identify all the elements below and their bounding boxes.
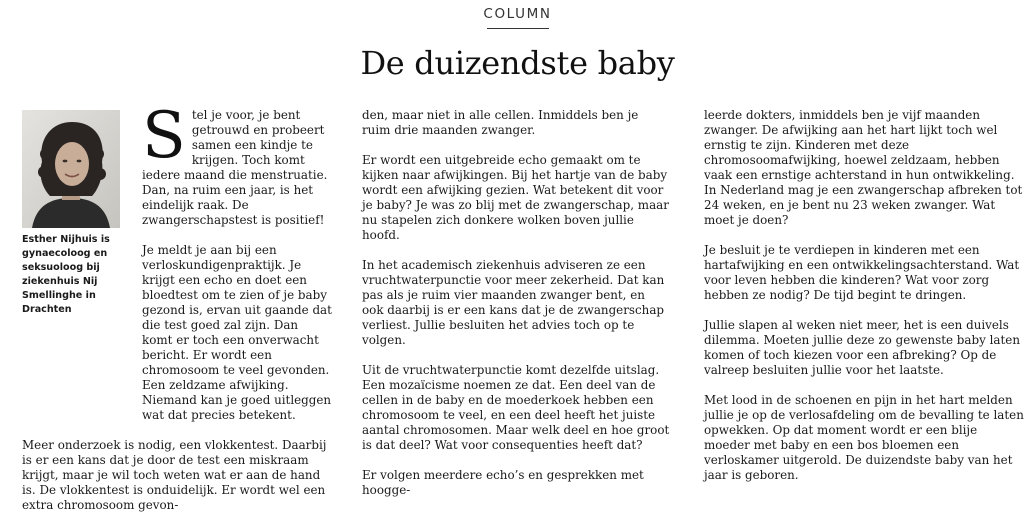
article-paragraph: Er wordt een uitgebreide echo gemaakt om te kijken naar afwijkingen. Bij het hartje van de baby wordt een afwijking gezien. Wat betekent dit voor je baby? Je was zo blij met de zwangerschap, maar nu stapelen zich donkere wolken boven jullie hoofd. <box>362 153 669 242</box>
article-paragraph: Jullie slapen al weken niet meer, het is een duivels dilemma. Moeten jullie deze zo gewenste baby laten komen of toch kiezen voor een afbreking? Op de valreep besluiten jullie voor het laatste. <box>704 318 1020 377</box>
article-paragraph: Je meldt je aan bij een verloskundigenpraktijk. Je krijgt een echo en doet een bloedtest om te zien of je baby gezond is, ervan uit gaande dat die test goed zal zijn. Dan komt er toch een onverwacht bericht. Er wordt een chromosoom te veel gevonden. Een zeldzame afwijking. Niemand kan je goed uitleggen wat dat precies betekent. <box>142 243 332 422</box>
dropcap-letter: S <box>142 99 186 173</box>
article-title: De duizendste baby <box>360 44 675 82</box>
article-paragraph: leerde dokters, inmiddels ben je vijf maanden zwanger. De afwijking aan het hart lijkt toch wel ernstig te zijn. Kinderen met deze chromosoomafwijking, hoewel zeldzaam, hebben vaak een ernstige achterstand in hun ontwikkeling. In Nederland mag je een zwangerschap afbreken tot 24 weken, en je bent nu 23 weken zwanger. Wat moet je doen? <box>704 108 1023 227</box>
article-paragraph: In het academisch ziekenhuis adviseren ze een vruchtwaterpunctie voor meer zekerheid. Dat kan pas als je ruim vier maanden zwanger bent, en ook daarbij is er een kans dat je de zwangerschap verliest. Jullie besluiten het advies toch op te volgen. <box>362 258 665 347</box>
article-column-2 <box>362 108 670 513</box>
section-underline <box>487 28 549 29</box>
article-paragraph: Met lood in de schoenen en pijn in het hart melden jullie je op de verlosafdeling om de bevalling te laten opwekken. Op dat moment wordt er een blije moeder met baby en een bos bloemen een verloskamer uitgerold. De duizendste baby van het jaar is geboren. <box>704 393 1024 482</box>
article-paragraph: Uit de vruchtwaterpunctie komt dezelfde uitslag. Een mozaïcisme noemen ze dat. Een deel van de cellen in de baby en de moederkoek hebben een chromosoom te veel, en een deel heeft het juiste aantal chromosomen. Maar welk deel en hoe groot is dat deel? Wat voor consequenties heeft dat? <box>362 363 670 452</box>
article-paragraph: Je besluit je te verdiepen in kinderen met een hartafwijking en een ontwikkelingsachterstand. Wat voor leven hebben die kinderen? Wat voor zorg hebben ze nodig? De tijd begint te dringen. <box>704 243 1020 302</box>
author-portrait-illustration <box>22 110 120 228</box>
article-paragraph: Er volgen meerdere echo’s en gesprekken met hoogge- <box>362 468 644 497</box>
author-photo <box>22 110 120 228</box>
article-lead-paragraph: tel je voor, je bent getrouwd en probeert samen een kindje te krijgen. Toch komt iedere maand die menstruatie. Dan, na ruim een jaar, is het eindelijk raak. De zwangerschapstest is positief! <box>142 108 328 227</box>
author-caption: Esther Nijhuis is gynaecoloog en seksuoloog bij ziekenhuis Nij Smellinghe in Drachten <box>22 234 110 315</box>
article-paragraph: Meer onderzoek is nodig, een vlokkentest. Daarbij is er een kans dat je door de test een miskraam krijgt, maar je wil toch weten wat er aan de hand is. De vlokkentest is onduidelijk. Er wordt wel een extra chromosoom gevon- <box>22 438 327 512</box>
section-label: COLUMN <box>483 6 552 22</box>
article-paragraph: den, maar niet in alle cellen. Inmiddels ben je ruim drie maanden zwanger. <box>362 108 639 137</box>
article-column-3 <box>704 108 1024 498</box>
